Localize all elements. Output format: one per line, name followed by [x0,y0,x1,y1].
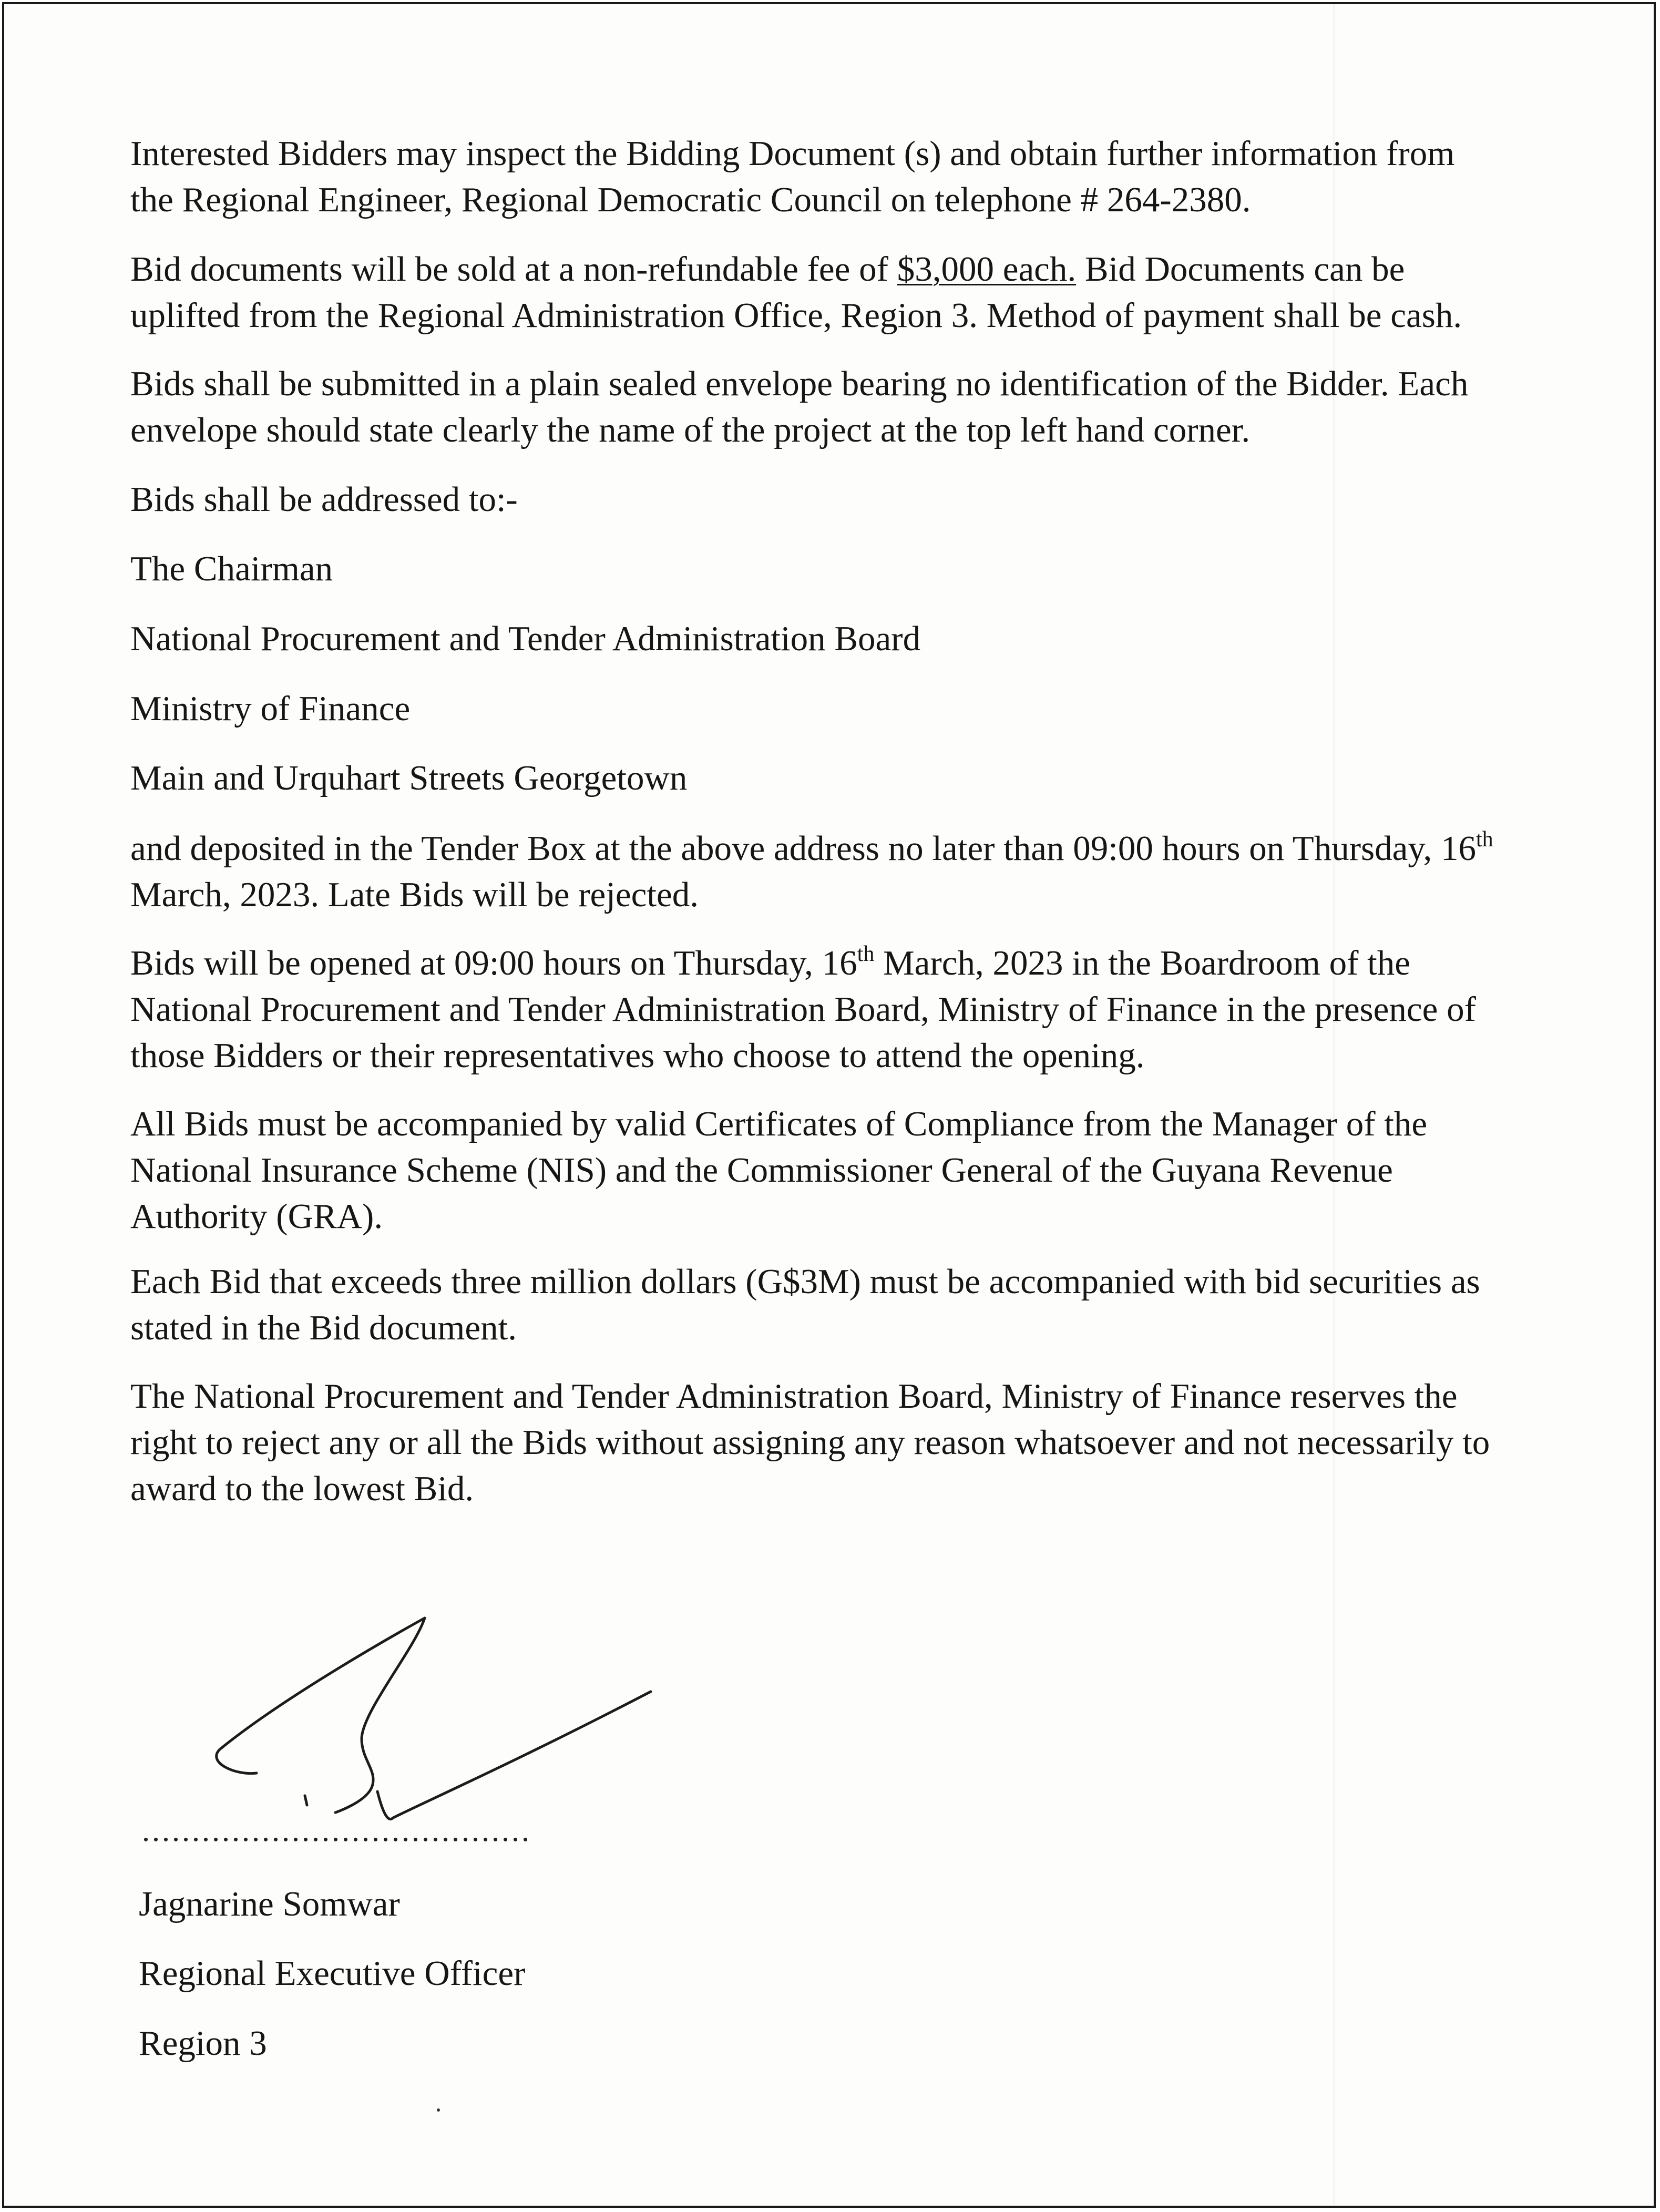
text-line: Jagnarine Somwar [139,1885,400,1923]
scan-speck [435,2107,442,2113]
text-line: right to reject any or all the Bids without assigning any reason whatsoever and not necessarily to [130,1423,1490,1462]
signatory-title [139,1950,525,1996]
address-line-chairman [130,546,333,592]
fee-amount: $3,000 each. [897,250,1077,289]
text-line: Interested Bidders may inspect the Bidding Document (s) and obtain further information from [130,134,1455,173]
text-line [130,940,1476,986]
paragraph-compliance [130,1101,1427,1240]
text-line: Bids shall be addressed to:- [130,480,518,519]
text-fragment: and deposited in the Tender Box at the above address no later than 09:00 hours on Thursday, 16 [130,829,1476,868]
text-line: those Bidders or their representatives who choose to attend the opening. [130,1036,1145,1075]
text-line: stated in the Bid document. [130,1308,517,1347]
text-line: Main and Urquhart Streets Georgetown [130,759,688,797]
text-line: National Procurement and Tender Administration Board [130,619,921,658]
address-line-street [130,755,687,801]
text-line: March, 2023. Late Bids will be rejected. [130,875,699,914]
paragraph-deposited [130,825,1493,918]
text-line: uplifted from the Regional Administration Office, Region 3. Method of payment shall be cash. [130,296,1462,335]
text-line: Region 3 [139,2024,267,2063]
text-line: award to the lowest Bid. [130,1469,474,1508]
ordinal-suffix: th [1475,827,1493,852]
paragraph-fee [130,246,1462,339]
signature-dotted-line: ....................................... [142,1813,531,1848]
paragraph-reserves [130,1373,1490,1512]
text-fragment: Bid Documents can be [1076,250,1405,289]
ordinal-suffix: th [857,942,875,966]
document-page [2,2,1656,2208]
text-fragment: Bid documents will be sold at a non-refundable fee of [130,250,897,289]
handwritten-signature [204,1602,677,1834]
text-fragment: Bids will be opened at 09:00 hours on Thursday, 16 [130,944,857,982]
paragraph-envelope [130,361,1468,453]
text-line: Each Bid that exceeds three million dollars (G$3M) must be accompanied with bid securities as [130,1262,1480,1301]
text-line: Regional Executive Officer [139,1954,526,1993]
address-line-ministry [130,685,410,732]
text-line: Bids shall be submitted in a plain sealed envelope bearing no identification of the Bidder. Each [130,364,1469,403]
text-line: envelope should state clearly the name of the project at the top left hand corner. [130,411,1251,449]
text-line: The National Procurement and Tender Administration Board, Ministry of Finance reserves the [130,1377,1458,1416]
text-line [130,825,1493,872]
text-line: National Procurement and Tender Administration Board, Ministry of Finance in the presence of [130,990,1476,1029]
signatory-region [139,2020,267,2066]
paragraph-opened [130,940,1476,1079]
text-line [130,246,1462,292]
text-fragment: March, 2023 in the Boardroom of the [874,944,1410,982]
text-line: Authority (GRA). [130,1197,383,1236]
signatory-name [139,1881,400,1927]
paragraph-security [130,1258,1480,1351]
text-line: All Bids must be accompanied by valid Certificates of Compliance from the Manager of the [130,1104,1428,1143]
text-line: the Regional Engineer, Regional Democratic Council on telephone # 264-2380. [130,180,1251,219]
paragraph-addressed [130,476,518,523]
text-line: National Insurance Scheme (NIS) and the Commissioner General of the Guyana Revenue [130,1151,1393,1190]
text-line: The Chairman [130,549,333,588]
text-line: Ministry of Finance [130,689,411,728]
address-line-board [130,616,920,662]
paragraph-inspect [130,130,1454,223]
